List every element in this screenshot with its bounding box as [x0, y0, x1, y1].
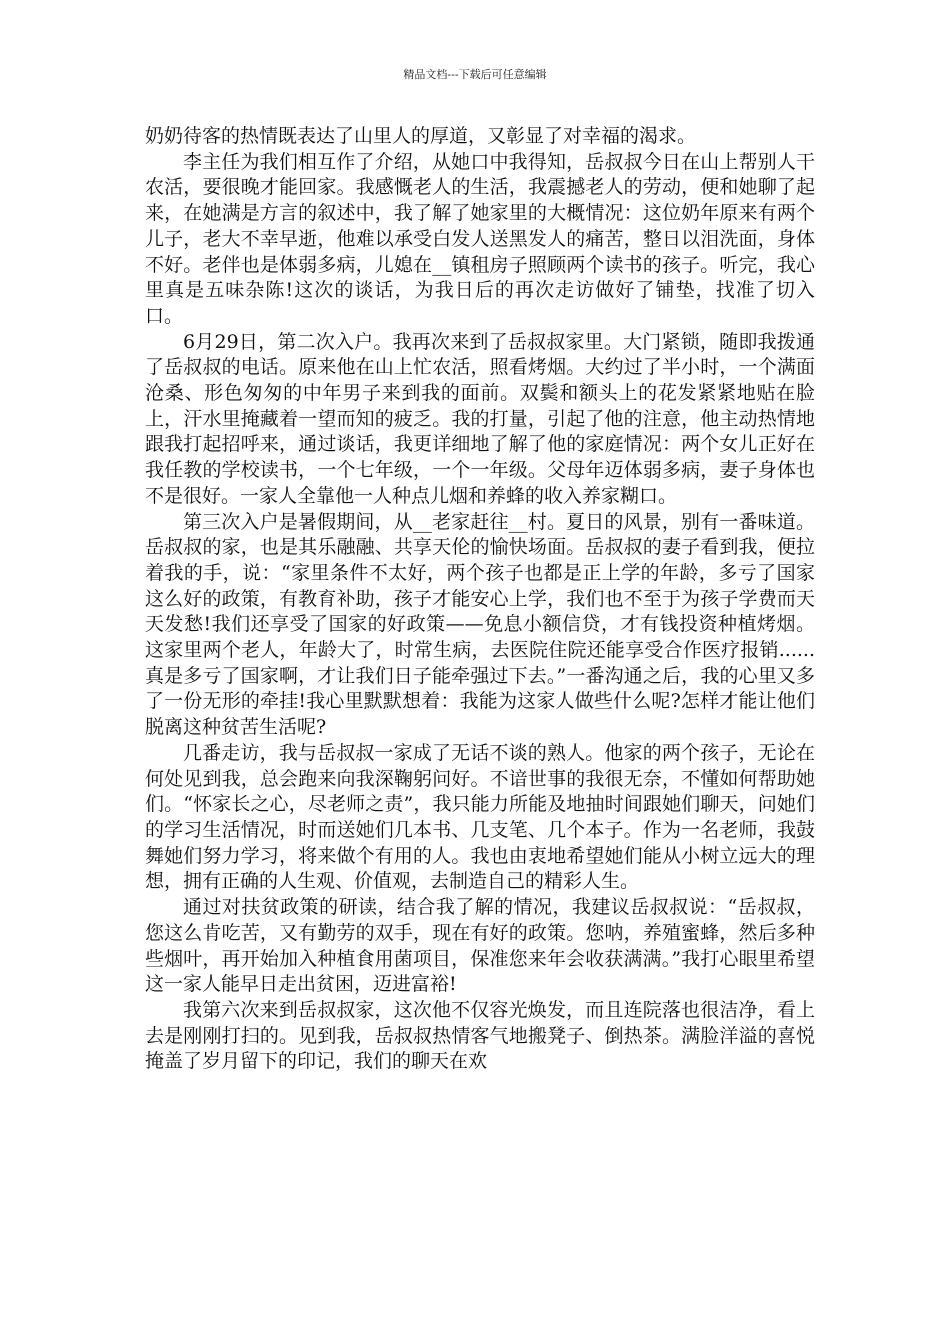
paragraph-1: 奶奶待客的热情既表达了山里人的厚道，又彰显了对幸福的渴求。 [145, 125, 697, 147]
paragraph-7: 我第六次来到岳叔叔家，这次他不仅容光焕发，而且连院落也很洁净，看上去是刚刚打扫的。见到我，岳叔叔热情客气地搬凳子、倒热茶。满脸洋溢的喜悦掩盖了岁月留下的印记，我们的聊天在欢 [145, 998, 815, 1073]
paragraph-5: 几番走访，我与岳叔叔一家成了无话不谈的熟人。他家的两个孩子，无论在何处见到我，总会跑来向我深鞠躬问好。不谙世事的我很无奈，不懂如何帮助她们。“怀家长之心，尽老师之责”，我只能力所能及地抽时间跟她们聊天，问她们的学习生活情况，时而送她们几本书、几支笔、几个本子。作为一名老师，我鼓舞她们努力学习，将来做个有用的人。我也由衷地希望她们能从小树立远大的理想，拥有正确的人生观、价值观，去制造自己的精彩人生。 [145, 741, 815, 893]
paragraph-4: 第三次入户是暑假期间，从__老家赶往__村。夏日的风景，别有一番味道。岳叔叔的家，也是其乐融融、共享天伦的愉快场面。岳叔叔的妻子看到我，便拉着我的手，说：“家里条件不太好，两个孩子也都是正上学的年龄，多亏了国家这么好的政策，有教育补助，孩子才能安心上学，我们也不至于为孩子学费而天天发愁!我们还享受了国家的好政策——免息小额信贷，才有钱投资种植烤烟。这家里两个老人，年龄大了，时常生病，去医院住院还能享受合作医疗报销......真是多亏了国家啊，才让我们日子能牵强过下去。”一番沟通之后，我的心里又多了一份无形的牵挂!我心里默默想着：我能为这家人做些什么呢?怎样才能让他们脱离这种贫苦生活呢? [145, 510, 815, 739]
paragraph-2: 李主任为我们相互作了介绍，从她口中我得知，岳叔叔今日在山上帮别人干农活，要很晚才能回家。我感慨老人的生活，我震撼老人的劳动，便和她聊了起来，在她满是方言的叙述中，我了解了她家里的大概情况：这位奶年原来有两个儿子，老大不幸早逝，他难以承受白发人送黑发人的痛苦，整日以泪洗面，身体不好。老伴也是体弱多病，儿媳在__镇租房子照顾两个读书的孩子。听完，我心里真是五味杂陈!这次的谈话，为我日后的再次走访做好了铺垫，找准了切入口。 [145, 150, 815, 327]
document-body [145, 124, 815, 1075]
paragraph-3: 6月29日，第二次入户。我再次来到了岳叔叔家里。大门紧锁，随即我拨通了岳叔叔的电话。原来他在山上忙农活，照看烤烟。大约过了半小时，一个满面沧桑、形色匆匆的中年男子来到我的面前。双鬓和额头上的花发紧紧地贴在脸上，汗水里掩藏着一望而知的疲乏。我的打量，引起了他的注意，他主动热情地跟我打起招呼来，通过谈话，我更详细地了解了他的家庭情况：两个女儿正好在我任教的学校读书，一个七年级，一个一年级。父母年迈体弱多病，妻子身体也不是很好。一家人全靠他一人种点儿烟和养蜂的收入养家糊口。 [145, 330, 815, 507]
paragraph-6: 通过对扶贫政策的研读，结合我了解的情况，我建议岳叔叔说：“岳叔叔，您这么肯吃苦，又有勤劳的双手，现在有好的政策。您呐，养殖蜜蜂，然后多种些烟叶，再开始加入种植食用菌项目，保准您来年会收获满满。”我打心眼里希望这一家人能早日走出贫困，迈进富裕! [145, 896, 815, 996]
page-header: 精品文档---下载后可任意编辑 [403, 68, 547, 81]
